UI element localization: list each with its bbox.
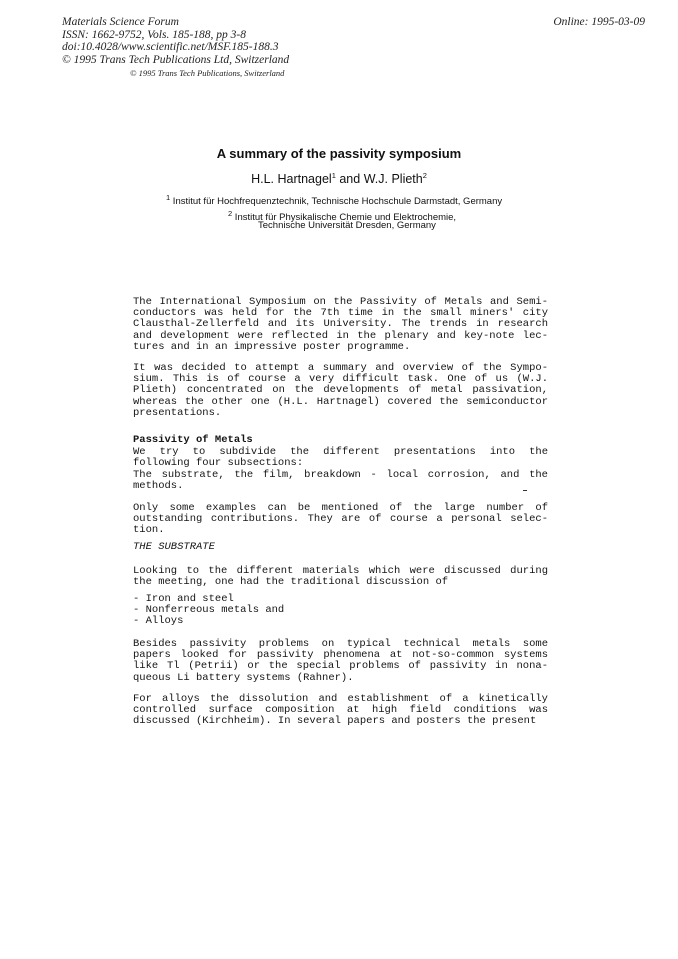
paragraph-passivity-problems: Besides passivity problems on typical technical metals some papers looked for passivity phenomena at not-so-common systems like Tl (Petrii) or the special problems of passivity in nona-queous Li battery systems (Rahner).	[133, 638, 548, 684]
affiliation-1	[166, 192, 502, 208]
author-1-sup: 1	[331, 171, 336, 180]
materials-list	[133, 594, 548, 628]
section-heading-passivity-of-metals: Passivity of Metals	[133, 434, 253, 446]
affiliation-2-line1: Institut für Physikalische Chemie und Elektrochemie,	[232, 212, 457, 224]
copyright-small: © 1995 Trans Tech Publications, Switzerland	[130, 68, 285, 78]
author-1: H.L. Hartnagel	[251, 172, 332, 187]
journal-name: Materials Science Forum	[62, 16, 179, 28]
affiliation-1-text: Institut für Hochfrequenztechnik, Technische Hochschule Darmstadt, Germany	[170, 196, 503, 208]
author-2: W.J. Plieth	[363, 172, 423, 187]
affiliation-1-sup: 1	[166, 193, 171, 202]
list-item: - Iron and steel	[133, 593, 234, 605]
paper-title: A summary of the passivity symposium	[216, 146, 462, 161]
list-item: - Nonferreous metals and	[133, 604, 285, 617]
citation-block	[62, 16, 289, 66]
author-2-sup: 2	[422, 171, 427, 180]
paragraph-overview: It was decided to attempt a summary and overview of the Sympo-sium. This is of course a very difficult task. One of us (W.J. Plieth) concentrated on the developments of metal passivation, whereas the other one (H.L. Hartnagel) covered the semiconductor presentations.	[133, 362, 548, 419]
paragraph-subsections: The substrate, the film, breakdown - local corrosion, and the methods.	[133, 469, 548, 493]
paragraph-alloys: For alloys the dissolution and establishment of a kinetically controlled surface composition at high field conditions was discussed (Kirchheim). In several papers and posters the present	[133, 693, 548, 728]
paragraph-examples: Only some examples can be mentioned of the large number of outstanding contributions. They are of course a personal selec-tion.	[133, 502, 548, 537]
stray-mark	[523, 490, 527, 491]
issn-line: ISSN: 1662-9752, Vols. 185-188, pp 3-8	[62, 28, 246, 41]
doi-line: doi:10.4028/www.scientific.net/MSF.185-188.3	[62, 41, 279, 53]
author-and: and	[335, 172, 364, 187]
affiliation-2-line2: Technische Universität Dresden, Germany	[258, 220, 436, 231]
affiliation-2-sup: 2	[228, 209, 233, 218]
paragraph-intro: The International Symposium on the Passivity of Metals and Semi-conductors was held for the 7th time in the small miners' city Clausthal-Zellerfeld and its University. The trends in research and development were reflected in the plenary and key-note lec-tures and in an impressive poster programme.	[133, 296, 548, 353]
paragraph-materials: Looking to the different materials which were discussed during the meeting, one had the traditional discussion of	[133, 565, 548, 589]
online-date: Online: 1995-03-09	[553, 16, 645, 28]
subheading-substrate: THE SUBSTRATE	[133, 541, 215, 553]
authors	[0, 171, 678, 186]
copyright-line: © 1995 Trans Tech Publications Ltd, Switzerland	[62, 53, 290, 66]
paragraph-subdivide: We try to subdivide the different presentations into the following four subsections:	[133, 446, 548, 470]
list-item: - Alloys	[133, 615, 184, 628]
